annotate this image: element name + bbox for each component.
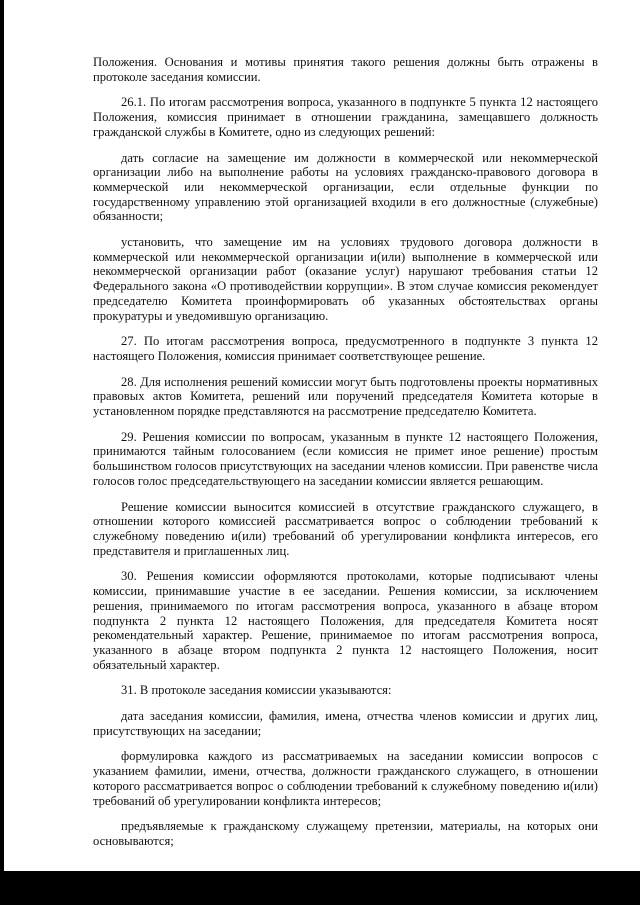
paragraph-28: 28. Для исполнения решений комиссии могут быть подготовлены проекты нормативных правовых актов Комитета, решений или поручений председателя Комитета которые в установленном порядке представляются на рассмотрение председателю Комитета.: [93, 374, 598, 419]
scan-left-edge: [0, 0, 4, 905]
scan-bottom-edge: [0, 871, 640, 905]
paragraph-decision-absence: Решение комиссии выносится комиссией в отсутствие гражданского служащего, в отношении которого комиссией рассматривается вопрос о соблюдении требований к служебному поведению и(или) требований об урегулировании конфликта интересов, его представителя и приглашенных лиц.: [93, 499, 598, 558]
paragraph-30: 30. Решения комиссии оформляются протоколами, которые подписывают члены комиссии, принимавшие участие в ее заседании. Решения комиссии, за исключением решения, принимаемого по итогам рассмотрения вопроса, указанного в абзаце втором подпункта 2 пункта 12 настоящего Положения, для председателя Комитета носят рекомендательный характер. Решение, принимаемое по итогам рассмотрения вопроса, указанного в абзаце втором подпункта 2 пункта 12 настоящего Положения, носит обязательный характер.: [93, 569, 598, 672]
paragraph-31: 31. В протоколе заседания комиссии указываются:: [121, 683, 392, 698]
document-page: [93, 55, 598, 849]
paragraph-meeting-date: дата заседания комиссии, фамилия, имена, отчества членов комиссии и других лиц, присутствующих на заседании;: [93, 709, 598, 738]
paragraph-consent: дать согласие на замещение им должности в коммерческой или некоммерческой организации либо на выполнение работы на условиях гражданско-правового договора в коммерческой или некоммерческой организации, если отдельные функции по государственному управлению этой организацией входили в его должностные (служебные) обязанности;: [93, 150, 598, 224]
paragraph-27: 27. По итогам рассмотрения вопроса, предусмотренного в подпункте 3 пункта 12 настоящего Положения, комиссия принимает соответствующее решение.: [93, 334, 598, 363]
paragraph-wording: формулировка каждого из рассматриваемых на заседании комиссии вопросов с указанием фамилии, имени, отчества, должности гражданского служащего, в отношении которого рассматривается вопрос о соблюдении требований к служебному поведению и(или) требований об урегулировании конфликта интересов;: [93, 749, 598, 808]
paragraph-establish: установить, что замещение им на условиях трудового договора должности в коммерческой или некоммерческой организации и(или) выполнение в коммерческой или некоммерческой организации работ (оказание услуг) нарушают требования статьи 12 Федерального закона «О противодействии коррупции». В этом случае комиссия рекомендует председателю Комитета проинформировать об указанных обстоятельствах органы прокуратуры и уведомившую организацию.: [93, 235, 598, 323]
paragraph-claims: предъявляемые к гражданскому служащему претензии, материалы, на которых они основываются;: [93, 819, 598, 848]
paragraph-continuation: Положения. Основания и мотивы принятия такого решения должны быть отражены в протоколе заседания комиссии.: [93, 55, 598, 84]
paragraph-29: 29. Решения комиссии по вопросам, указанным в пункте 12 настоящего Положения, принимаются тайным голосованием (если комиссия не примет иное решение) простым большинством голосов присутствующих на заседании членов комиссии. При равенстве числа голосов голос председательствующего на заседании комиссии является решающим.: [93, 429, 598, 488]
paragraph-26-1: 26.1. По итогам рассмотрения вопроса, указанного в подпункте 5 пункта 12 настоящего Положения, комиссия принимает в отношении гражданина, замещавшего должность гражданской службы в Комитете, одно из следующих решений:: [93, 95, 598, 139]
